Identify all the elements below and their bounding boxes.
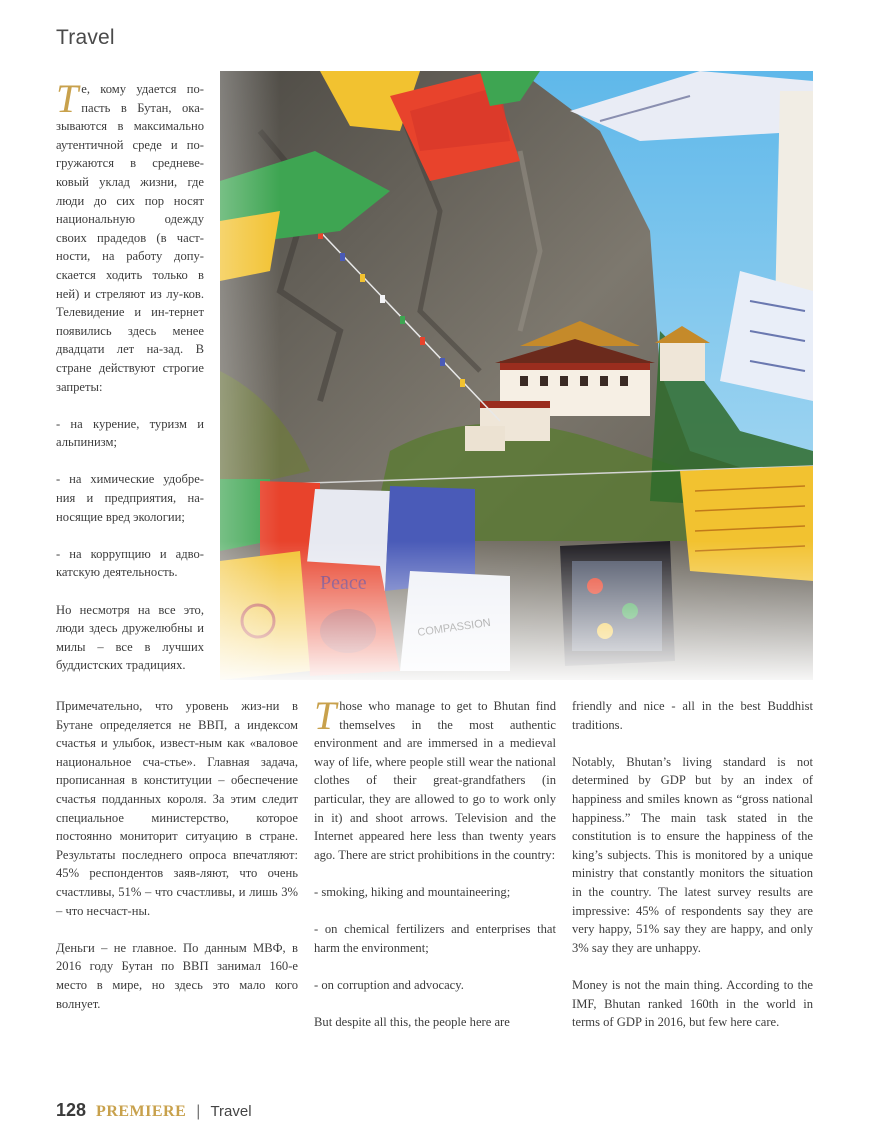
ru-dropcap: Т (56, 76, 79, 121)
en-paragraph-1-text: hose who manage to get to Bhutan find themselves in the most authentic environment and are immersed in a medieval way of life, where people still wear the national clothes of their great-grandfathers (in particular, they are allowed to go to work only in it) and shoot arrows. Television and the Internet appeared here less than twenty years ago. There are strict prohibitions in the country: (314, 699, 556, 862)
ru-paragraph-5: Но несмотря на все это, люди здесь дружелюбны и милы – все в лучших буддистских традициях. (56, 602, 204, 673)
en-paragraph-7: Notably, Bhutan’s living standard is not determined by GDP but by an index of happiness and smiles known as “gross national happiness.” The main task stated in the constitution is to ensure the happiness of the king’s subjects. This is monitored by a unique ministry that constantly monitors the situation in the country. The latest survey results are impressive: 45% of respondents say they are very happy, 51% say they are happy, and only 3% say they are unhappy. (572, 754, 813, 955)
ru-paragraph-7: Деньги – не главное. По данным МВФ, в 2016 году Бутан по ВВП занимал 160-е место в мире, но здесь это мало кого волнует. (56, 940, 298, 1011)
en-paragraph-6: friendly and nice - all in the best Buddhist traditions. (572, 699, 813, 732)
photo-illustration (220, 71, 813, 680)
ru-paragraph-3: - на химические удобре-ния и предприятия, на-носящие вред экологии; (56, 472, 204, 524)
footer-section-name: Travel (210, 1103, 252, 1120)
page-footer (56, 1100, 252, 1124)
en-paragraph-5: But despite all this, the people here are (314, 1015, 510, 1030)
en-dropcap: T (314, 693, 337, 738)
english-column-1 (314, 693, 556, 1032)
tigers-nest-photo (220, 71, 813, 680)
ru-paragraph-6: Примечательно, что уровень жиз-ни в Бутане определяется не ВВП, а индексом счастья и улыбок, извест-ным как «валовое национальное сча-стье». Главная задача, прописанная в конституции – обеспечение счастья подданных короля. За этим следит специальное министерство, которое постоянно мониторит ситуацию в стране. Результаты последнего опроса впечатляют: 45% респондентов заяв-ляют, что очень счастливы, 51% – что счастливы, и лишь 3% – что несчаст-ны. (56, 699, 298, 918)
ru-paragraph-1 (56, 76, 204, 396)
ru-paragraph-2: - на курение, туризм и альпинизм; (56, 416, 204, 450)
en-paragraph-8: Money is not the main thing. According to the IMF, Bhutan ranked 160th in the world in terms of GDP in 2016, but few here care. (572, 977, 813, 1030)
en-paragraph-1 (314, 693, 556, 864)
section-title: Travel (56, 26, 115, 49)
ru-paragraph-4: - на коррупцию и адво-катскую деятельность. (56, 546, 204, 580)
russian-intro-column (56, 76, 204, 675)
en-paragraph-2: - smoking, hiking and mountaineering; (314, 884, 511, 899)
english-column-2 (572, 697, 813, 1032)
russian-main-column (56, 697, 298, 1013)
en-paragraph-4: - on corruption and advocacy. (314, 977, 464, 992)
en-paragraph-3: - on chemical fertilizers and enterprises that harm the environment; (314, 922, 556, 955)
footer-separator: | (196, 1103, 201, 1120)
magazine-brand: PREMIERE (96, 1103, 187, 1120)
ru-paragraph-1-text: е, кому удается по-пасть в Бутан, ока-зываются в максимально аутентичной среде и по-гружаются в средневе-ковый уклад жизни, где люди до сих пор носят национальную одежду своих прадедов (в част-ности, на работу допу-скается ходить только в ней) и стреляют из лу-ков. Телевидение и ин-тернет появились здесь менее двадцати лет на-зад. В стране действуют строгие запреты: (56, 82, 204, 394)
page-number: 128 (56, 1100, 87, 1120)
